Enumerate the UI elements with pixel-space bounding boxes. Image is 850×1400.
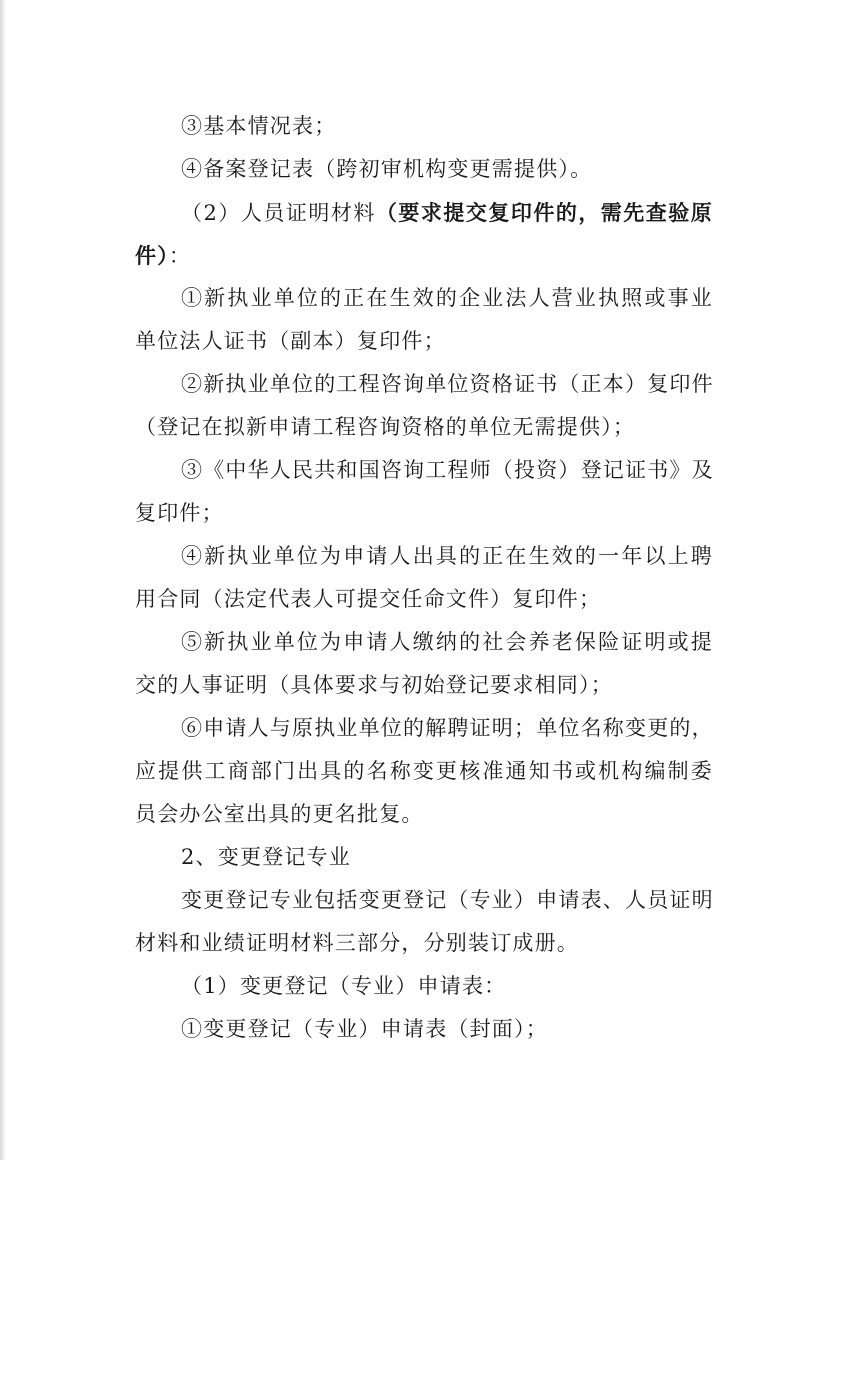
text-line: （登记在拟新申请工程咨询资格的单位无需提供）； <box>135 415 636 439</box>
scan-edge-shadow <box>0 0 6 1160</box>
text-line: 单位法人证书（副本）复印件； <box>135 329 446 353</box>
text-line: ①新执业单位的正在生效的企业法人营业执照或事业 <box>181 286 713 310</box>
text-line: 材料和业绩证明材料三部分，分别装订成册。 <box>135 931 579 955</box>
text-line: ②新执业单位的工程咨询单位资格证书（正本）复印件 <box>181 372 714 396</box>
document-body <box>135 105 713 1051</box>
text-line: 用合同（法定代表人可提交任命文件）复印件； <box>135 587 602 611</box>
text-segment: ： <box>168 244 192 268</box>
text-line: ④新执业单位为申请人出具的正在生效的一年以上聘 <box>181 544 713 568</box>
text-line: 交的人事证明（具体要求与初始登记要求相同）； <box>135 673 613 697</box>
text-line: ③《中华人民共和国咨询工程师（投资）登记证书》及 <box>181 458 714 482</box>
text-line <box>135 234 713 277</box>
text-line: ④备案登记表（跨初审机构变更需提供）。 <box>181 157 593 181</box>
text-line: ⑥申请人与原执业单位的解聘证明；单位名称变更的， <box>181 716 714 740</box>
text-line: ①变更登记（专业）申请表（封面）； <box>181 1017 548 1041</box>
text-line: 复印件； <box>135 501 224 525</box>
text-line: ⑤新执业单位为申请人缴纳的社会养老保险证明或提 <box>181 630 713 654</box>
text-line <box>135 191 713 234</box>
text-segment: （2）人员证明材料 <box>181 201 376 225</box>
bold-text-segment: （要求提交复印件的，需先查验原 <box>375 200 713 225</box>
text-line: ③基本情况表； <box>181 114 337 138</box>
text-line: 应提供工商部门出具的名称变更核准通知书或机构编制委 <box>135 759 713 783</box>
text-line: 员会办公室出具的更名批复。 <box>135 802 424 826</box>
section-heading: 2、变更登记专业 <box>181 845 351 869</box>
text-line: 变更登记专业包括变更登记（专业）申请表、人员证明 <box>181 888 714 912</box>
text-line: （1）变更登记（专业）申请表： <box>181 974 507 998</box>
bold-text-segment: 件） <box>135 243 169 268</box>
